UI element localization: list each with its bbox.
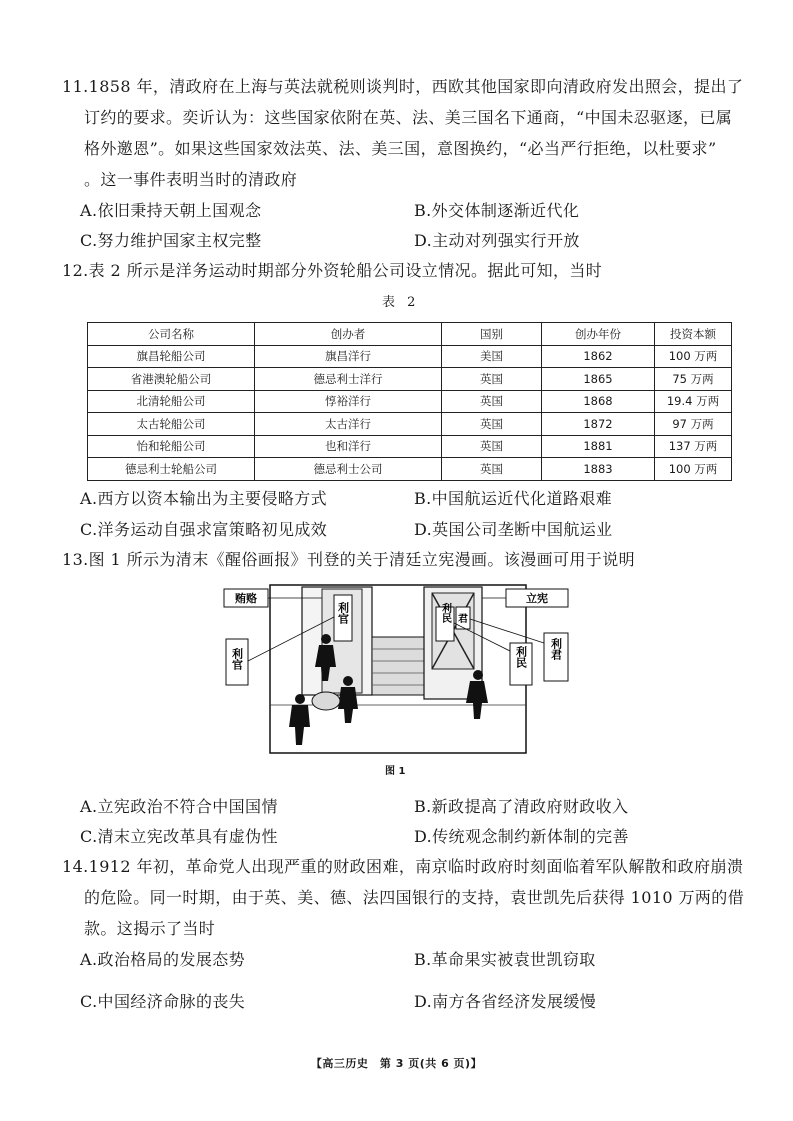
- q13-option-a: A.立宪政治不符合中国国情: [80, 797, 278, 816]
- q11-option-b: B.外交体制逐渐近代化: [414, 201, 580, 220]
- q13-option-c: C.清末立宪改革具有虚伪性: [80, 827, 278, 846]
- cell-year: 1862: [542, 345, 655, 368]
- cell-country: 英国: [442, 458, 542, 481]
- cell-founder: 旗昌洋行: [255, 345, 442, 368]
- q14-option-c: C.中国经济命脉的丧失: [80, 992, 246, 1011]
- table-row: [88, 413, 732, 436]
- cell-country: 英国: [442, 368, 542, 391]
- q13-stem: 13.图 1 所示为清末《醒俗画报》刊登的关于清廷立宪漫画。该漫画可用于说明: [62, 550, 635, 569]
- q11-line-4: 。这一事件表明当时的清政府: [84, 170, 298, 189]
- header-company: 公司名称: [88, 323, 255, 346]
- cell-founder: 也和洋行: [255, 435, 442, 458]
- q14-line-1: 14.1912 年初，革命党人出现严重的财政困难，南京临时政府时刻面临着军队解散和政府崩溃: [62, 857, 744, 876]
- cell-founder: 德忌利士洋行: [255, 368, 442, 391]
- table-caption: 表 2: [382, 295, 420, 310]
- q11-option-c: C.努力维护国家主权完整: [80, 231, 262, 250]
- cell-country: 美国: [442, 345, 542, 368]
- page-footer: 【高三历史 第 3 页(共 6 页)】: [310, 1057, 483, 1070]
- cell-year: 1883: [542, 458, 655, 481]
- figure-caption: 图 1: [385, 766, 406, 777]
- cell-year: 1872: [542, 413, 655, 436]
- label-benefit-ruler: 利君: [549, 638, 563, 660]
- cell-founder: 太古洋行: [255, 413, 442, 436]
- q12-option-a: A.西方以资本输出为主要侵略方式: [80, 489, 328, 508]
- q14-option-a: A.政治格局的发展态势: [80, 950, 246, 969]
- table-row: [88, 435, 732, 458]
- cell-country: 英国: [442, 435, 542, 458]
- cell-year: 1881: [542, 435, 655, 458]
- investment-table: [87, 322, 732, 481]
- cell-capital: 100 万两: [655, 458, 732, 481]
- q12-option-c: C.洋务运动自强求富策略初见成效: [80, 520, 328, 539]
- cell-founder: 惇裕洋行: [255, 390, 442, 413]
- q14-line-3: 款。这揭示了当时: [84, 919, 216, 938]
- q14-line-2: 的危险。同一时期，由于英、美、德、法四国银行的支持，袁世凯先后获得 1010 万两的借: [84, 888, 745, 907]
- cell-capital: 97 万两: [655, 413, 732, 436]
- label-bribery: 贿赂: [235, 592, 257, 605]
- cell-country: 英国: [442, 390, 542, 413]
- q13-option-d: D.传统观念制约新体制的完善: [414, 827, 629, 846]
- q11-line-1: 11.1858 年，清政府在上海与英法就税则谈判时，西欧其他国家即向清政府发出照会，提出了: [62, 77, 744, 96]
- door-sign-left-text: 利官: [336, 602, 350, 624]
- label-benefit-officials: 利官: [230, 648, 244, 670]
- q12-option-d: D.英国公司垄断中国航运业: [414, 520, 613, 539]
- table-row: [88, 390, 732, 413]
- cell-founder: 德忌利士公司: [255, 458, 442, 481]
- brick-wall: [372, 637, 424, 695]
- cell-company: 旗昌轮船公司: [88, 345, 255, 368]
- cell-capital: 75 万两: [655, 368, 732, 391]
- cell-company: 省港澳轮船公司: [88, 368, 255, 391]
- label-benefit-people: 利民: [514, 646, 528, 668]
- label-constitution: 立宪: [526, 592, 548, 605]
- table-row: [88, 368, 732, 391]
- cell-company: 德忌利士轮船公司: [88, 458, 255, 481]
- q11-line-3: 格外邀恩”。如果这些国家效法英、法、美三国，意图换约，“必当严行拒绝，以杜要求”: [84, 139, 717, 158]
- constitution-cartoon: [222, 577, 574, 755]
- door-sign-right-b-text: 君: [458, 614, 468, 625]
- cell-company: 北清轮船公司: [88, 390, 255, 413]
- q14-option-b: B.革命果实被袁世凯窃取: [414, 950, 596, 969]
- table-header-row: [88, 323, 732, 346]
- header-founder: 创办者: [255, 323, 442, 346]
- cell-year: 1868: [542, 390, 655, 413]
- header-capital: 投资本额: [655, 323, 732, 346]
- cell-year: 1865: [542, 368, 655, 391]
- q12-option-b: B.中国航运近代化道路艰难: [414, 489, 613, 508]
- table-row: [88, 458, 732, 481]
- header-year: 创办年份: [542, 323, 655, 346]
- q11-option-a: A.依旧秉持天朝上国观念: [80, 201, 262, 220]
- cell-capital: 100 万两: [655, 345, 732, 368]
- header-country: 国别: [442, 323, 542, 346]
- q13-option-b: B.新政提高了清政府财政收入: [414, 797, 629, 816]
- q12-stem: 12.表 2 所示是洋务运动时期部分外资轮船公司设立情况。据此可知，当时: [62, 261, 603, 280]
- q14-option-d: D.南方各省经济发展缓慢: [414, 992, 597, 1011]
- q11-line-2: 订约的要求。奕䜣认为：这些国家依附在英、法、美三国名下通商，“中国未忍驱逐，已属: [84, 108, 733, 127]
- q11-option-d: D.主动对列强实行开放: [414, 231, 580, 250]
- cell-capital: 137 万两: [655, 435, 732, 458]
- cell-country: 英国: [442, 413, 542, 436]
- cell-company: 怡和轮船公司: [88, 435, 255, 458]
- table-row: [88, 345, 732, 368]
- cell-capital: 19.4 万两: [655, 390, 732, 413]
- door-sign-right-a-text: 利民: [439, 603, 451, 623]
- cell-company: 太古轮船公司: [88, 413, 255, 436]
